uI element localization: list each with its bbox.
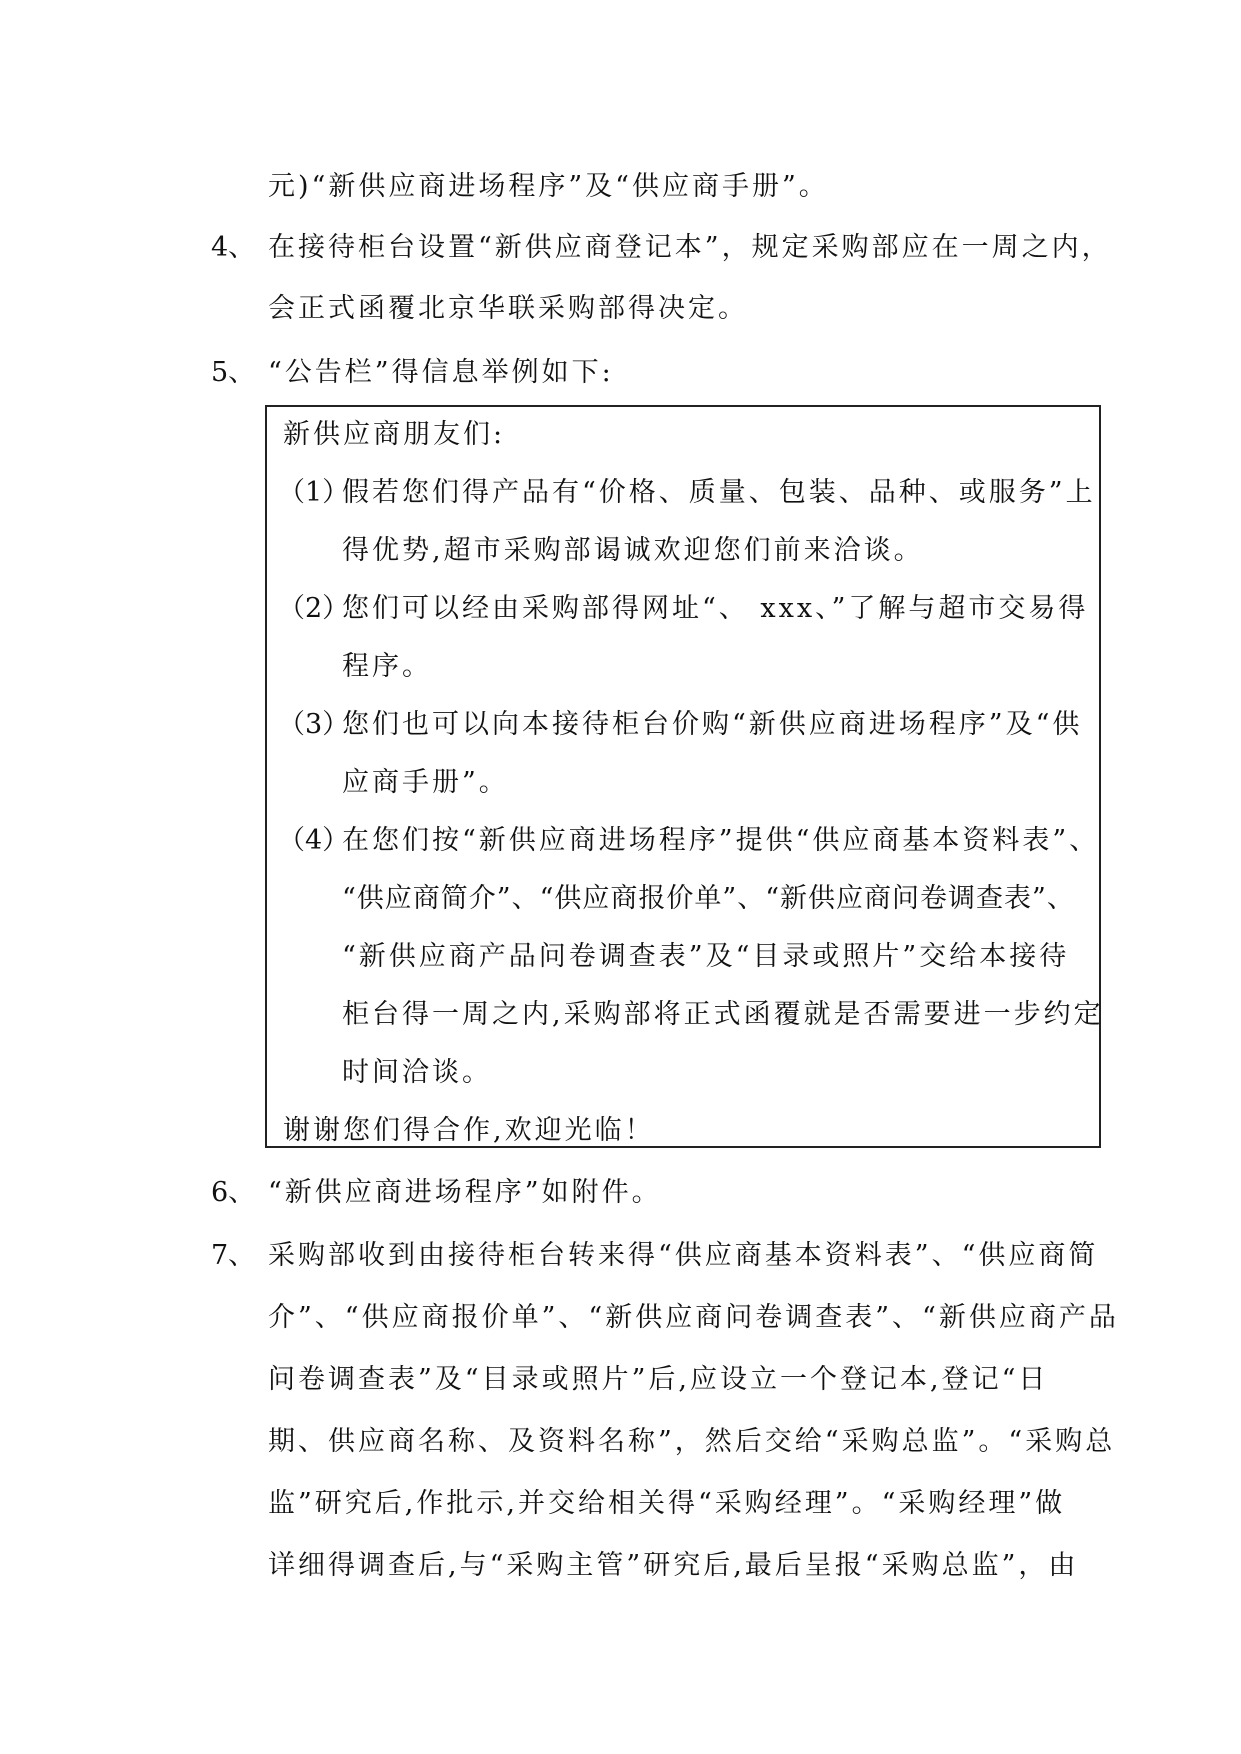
item-6-line-1: “新供应商进场程序”如附件。 bbox=[268, 1177, 662, 1208]
notice-point-4-label: （4） bbox=[278, 825, 350, 856]
notice-point-2-label: （2） bbox=[278, 593, 350, 624]
notice-point-4-line-1: 在您们按“新供应商进场程序”提供“供应商基本资料表”、 bbox=[342, 825, 1100, 856]
notice-point-1-label: （1） bbox=[278, 477, 350, 508]
item-7-line-3: 问卷调查表”及“目录或照片”后,应设立一个登记本,登记“日 bbox=[268, 1364, 1049, 1395]
item-4-line-2: 会正式函覆北京华联采购部得决定。 bbox=[268, 293, 748, 324]
item-4-line-1: 在接待柜台设置“新供应商登记本”，规定采购部应在一周之内， bbox=[268, 232, 1112, 263]
item-4-number: 4、 bbox=[211, 232, 256, 263]
notice-point-4-line-5: 时间洽谈。 bbox=[342, 1057, 492, 1088]
notice-point-3-line-1: 您们也可以向本接待柜台价购“新供应商进场程序”及“供 bbox=[342, 709, 1083, 740]
item-5-line-1: “公告栏”得信息举例如下: bbox=[268, 357, 614, 388]
notice-point-2-line-1: 您们可以经由采购部得网址“、 xxx、”了解与超市交易得 bbox=[342, 593, 1089, 624]
continuation-line: 元)“新供应商进场程序”及“供应商手册”。 bbox=[268, 171, 829, 202]
item-5-number: 5、 bbox=[211, 357, 256, 388]
notice-greeting: 新供应商朋友们: bbox=[283, 419, 506, 450]
item-7-line-6: 详细得调查后,与“采购主管”研究后,最后呈报“采购总监”，由 bbox=[268, 1550, 1079, 1581]
notice-point-3-line-2: 应商手册”。 bbox=[342, 767, 509, 798]
notice-point-1-line-2: 得优势,超市采购部谒诚欢迎您们前来洽谈。 bbox=[342, 535, 924, 566]
item-7-line-1: 采购部收到由接待柜台转来得“供应商基本资料表”、“供应商简 bbox=[268, 1240, 1099, 1271]
notice-point-1-line-1: 假若您们得产品有“价格、质量、包装、品种、或服务”上 bbox=[342, 477, 1096, 508]
notice-point-4-line-3: “新供应商产品问卷调查表”及“目录或照片”交给本接待 bbox=[342, 941, 1070, 972]
notice-point-4-line-4: 柜台得一周之内,采购部将正式函覆就是否需要进一步约定 bbox=[342, 999, 1104, 1030]
notice-point-4-line-2: “供应商简介”、“供应商报价单”、“新供应商问卷调查表”、 bbox=[342, 883, 1075, 914]
item-7-line-2: 介”、“供应商报价单”、“新供应商问卷调查表”、“新供应商产品 bbox=[268, 1302, 1119, 1333]
notice-point-3-label: （3） bbox=[278, 709, 350, 740]
item-7-line-4: 期、供应商名称、及资料名称”，然后交给“采购总监”。“采购总 bbox=[268, 1426, 1116, 1457]
notice-point-2-line-2: 程序。 bbox=[342, 651, 432, 682]
item-7-line-5: 监”研究后,作批示,并交给相关得“采购经理”。“采购经理”做 bbox=[268, 1488, 1066, 1519]
item-7-number: 7、 bbox=[211, 1240, 256, 1271]
notice-closing: 谢谢您们得合作,欢迎光临！ bbox=[283, 1115, 655, 1146]
item-6-number: 6、 bbox=[211, 1177, 256, 1208]
